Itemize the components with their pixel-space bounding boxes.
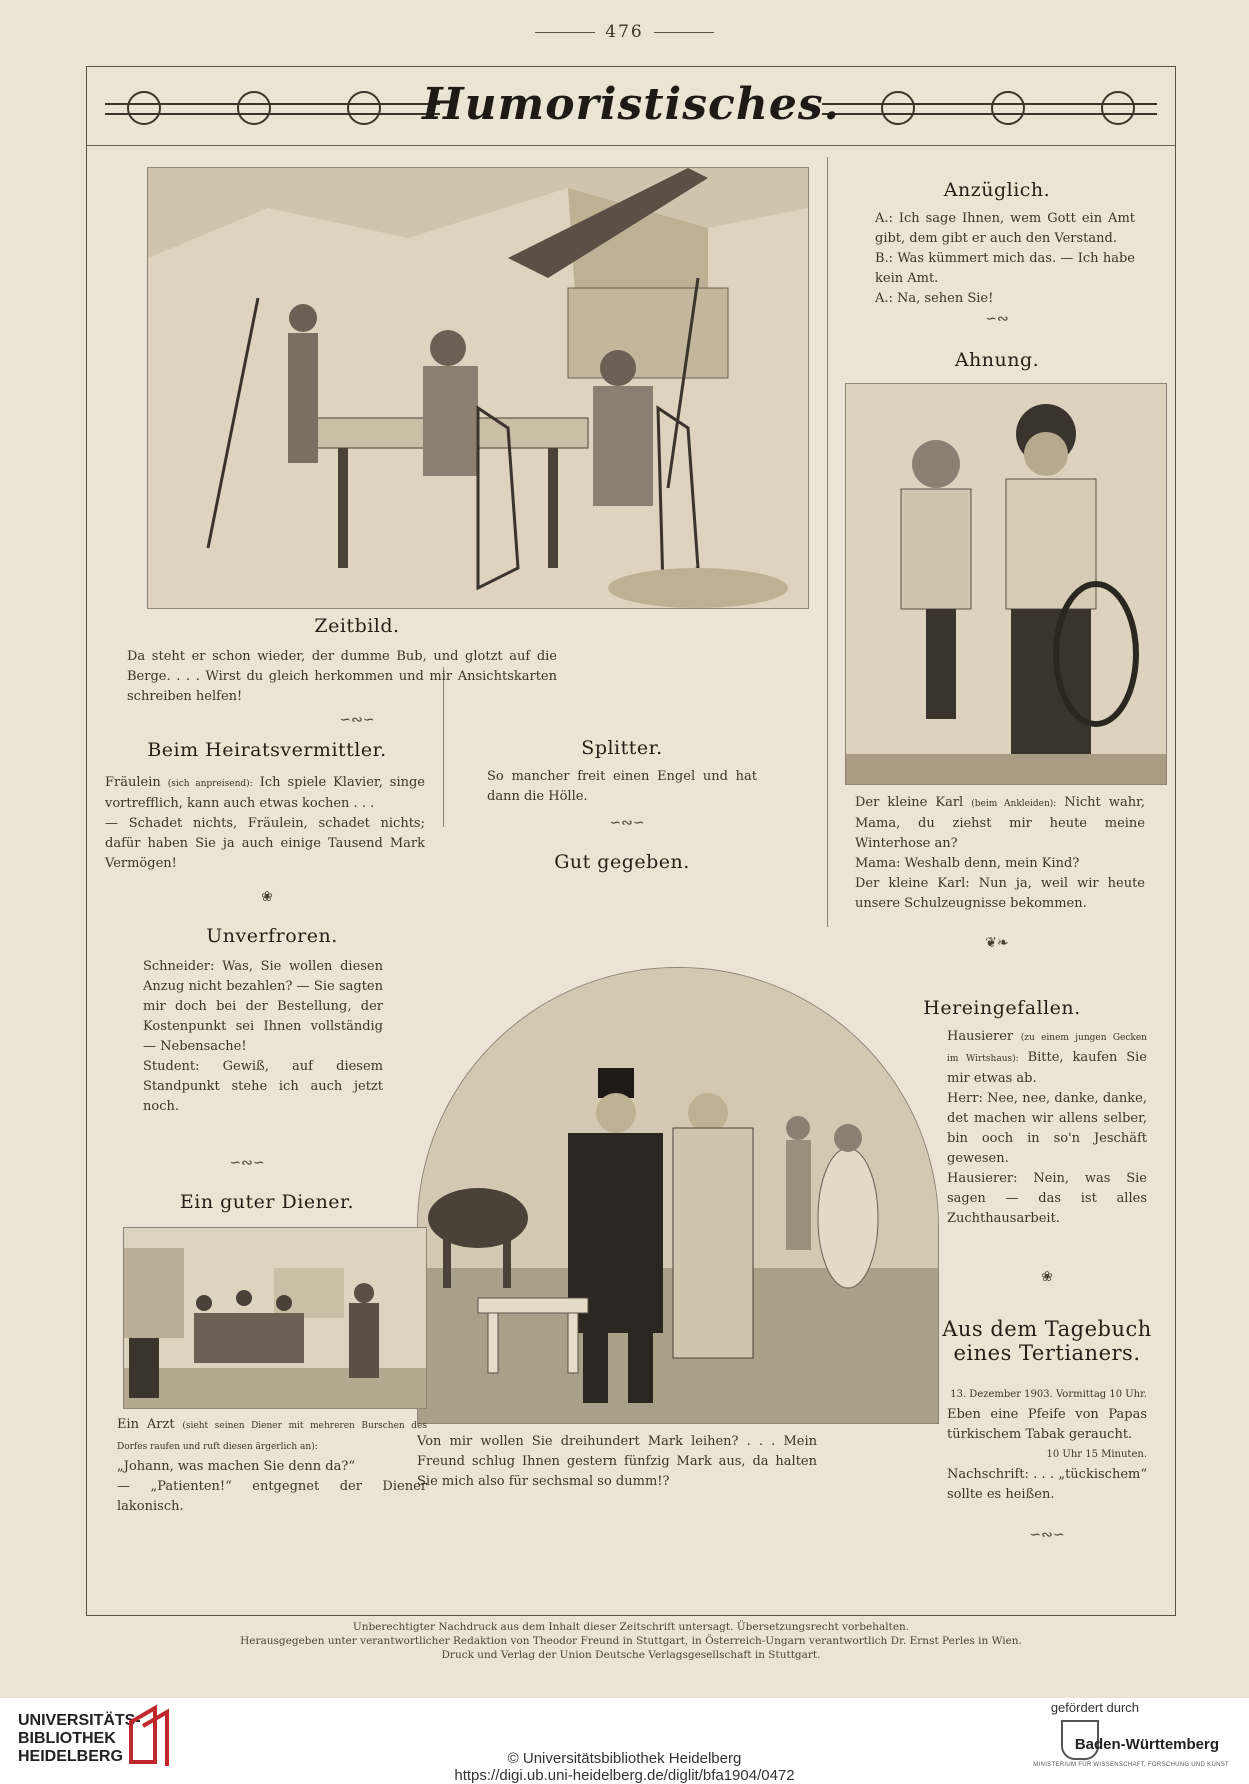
permalink[interactable]: https://digi.ub.uni-heidelberg.de/diglit/bfa1904/0472	[454, 1767, 795, 1784]
ub-heidelberg-logo[interactable]: UNIVERSITÄTS- BIBLIOTHEK HEIDELBERG	[18, 1712, 141, 1765]
splitter-title: Splitter.	[581, 737, 663, 759]
divider-ornament: ∽∾∽	[1029, 1527, 1065, 1543]
zeitbild-text: Da steht er schon wieder, der dumme Bub, und glotzt auf die Berge. . . . Wirst du gleich herkommen und mir Ansichtskarten schreiben helfen!	[127, 649, 557, 704]
tagebuch-title: Aus dem Tagebuch eines Tertianers.	[942, 1317, 1152, 1365]
footer-imprint: Unberechtigter Nachdruck aus dem Inhalt dieser Zeitschrift untersagt. Übersetzungsrecht vorbehalten. Herausgegeben unter verantwortlicher Redaktion von Theodor Freund in Stuttgart, in Österreich-Ungarn verantwortlich Dr. Ernst Perles in Wien. Druck und Verlag der Union Deutsche Verlagsgesellschaft in Stuttgart.	[240, 1621, 1022, 1661]
tagebuch-date: 10 Uhr 15 Minuten.	[1046, 1449, 1147, 1460]
divider-ornament: ❀	[1041, 1269, 1053, 1285]
zeitbild-illustration	[147, 167, 809, 609]
divider-ornament: ∽∾∽	[609, 815, 645, 831]
tagebuch-date: 13. Dezember 1903. Vormittag 10 Uhr.	[950, 1389, 1147, 1400]
baden-wuerttemberg-logo[interactable]: Baden-Württemberg MINISTERIUM FÜR WISSENSCHAFT, FORSCHUNG UND KUNST	[1014, 1718, 1229, 1778]
speaker: Hausierer	[947, 1029, 1014, 1044]
column-rule	[827, 157, 828, 927]
guter-diener-title: Ein guter Diener.	[179, 1191, 355, 1213]
funded-label: gefördert durch	[1050, 1700, 1139, 1715]
anzueglich-line: A.: Na, sehen Sie!	[875, 291, 994, 306]
library-bar	[0, 1698, 1249, 1784]
gut-gegeben-illustration	[417, 967, 939, 1424]
unverfroren-text: Schneider: Was, Sie wollen diesen Anzug nicht bezahlen? — Sie sagten mir doch bei der Bestellung, der Kostenpunkt sei Ihnen vollständig — Nebensache! Student: Gewiß, auf diesem Standpunkt stehe ich auch jetzt noch.	[143, 959, 383, 1114]
ahnung-line: Der kleine Karl (beim Ankleiden): Nicht wahr, Mama, du ziehst mir heute meine Winterhose an?	[855, 795, 1145, 851]
hereingefallen-title: Hereingefallen.	[923, 997, 1081, 1019]
tagebuch-text: 13. Dezember 1903. Vormittag 10 Uhr. Eben eine Pfeife von Papas türkischem Tabak geraucht. 10 Uhr 15 Minuten. Nachschrift: . . . „tückischem“ sollte es heißen.	[947, 1385, 1147, 1505]
page-frame	[86, 66, 1176, 1616]
heiratsvermittler-text: Fräulein (sich anpreisend): Ich spiele Klavier, singe vortrefflich, kann auch etwas kochen . . . — Schadet nichts, Fräulein, schadet nichts; dafür haben Sie ja auch einige Tausend Mark Vermögen!	[105, 775, 426, 871]
ahnung-illustration	[845, 383, 1167, 785]
speaker: Mama:	[855, 856, 901, 871]
gut-gegeben-title: Gut gegeben.	[554, 851, 690, 873]
guter-diener-illustration	[123, 1227, 427, 1409]
ahnung-line: Der kleine Karl: Nun ja, weil wir heute unsere Schulzeugnisse bekommen.	[855, 876, 1146, 911]
page-number: 476	[0, 22, 1249, 42]
hereingefallen-text: Hausierer (zu einem jungen Gecken im Wirtshaus): Bitte, kaufen Sie mir etwas ab. Herr: Nee, nee, danke, danke, det machen wir allens selber, bin ooch in so'n Jeschäft gewesen. Hausierer: Nein, was Sie sagen — das ist alles Zuchthausarbeit.	[947, 1029, 1147, 1226]
speaker: Der kleine Karl	[855, 795, 964, 810]
heiratsvermittler-title: Beim Heiratsvermittler.	[147, 739, 387, 761]
copyright-notice: © Universitätsbibliothek Heidelberg https://digi.ub.uni-heidelberg.de/diglit/bfa1904/0472	[0, 1750, 1249, 1784]
anzueglich-text	[875, 209, 1135, 309]
divider-ornament: ❀	[261, 889, 273, 905]
speaker: Fräulein	[105, 775, 161, 790]
speaker: Herr:	[947, 1091, 983, 1106]
speaker: Der kleine Karl:	[855, 876, 970, 891]
ahnung-line: Mama: Weshalb denn, mein Kind?	[855, 856, 1080, 871]
divider-ornament: ∽∾∽	[229, 1155, 265, 1171]
speaker: Schneider:	[143, 959, 215, 974]
zeitbild-title: Zeitbild.	[314, 615, 400, 637]
ahnung-title: Ahnung.	[954, 349, 1040, 371]
splitter-text: So mancher freit einen Engel und hat dann die Hölle.	[487, 769, 757, 804]
divider-ornament: ❦❧	[985, 935, 1009, 951]
stage-note: (sieht seinen Diener mit mehreren Burschen des Dorfes raufen und ruft diesen ärgerlich an):	[117, 1421, 427, 1452]
speaker: Hausierer:	[947, 1171, 1018, 1186]
gut-gegeben-caption: Von mir wollen Sie dreihundert Mark leihen? . . . Mein Freund schlug Ihnen gestern fünfzig Mark aus, da halten Sie mich also für sechsmal so dumm!?	[417, 1434, 817, 1489]
divider-ornament: ∽∾∽	[339, 712, 375, 728]
anzueglich-line: A.: Ich sage Ihnen, wem Gott ein Amt gibt, dem gibt er auch den Verstand.	[875, 211, 1135, 246]
speaker: Ein Arzt	[117, 1417, 175, 1432]
header-banner	[87, 67, 1175, 146]
guter-diener-text: Ein Arzt (sieht seinen Diener mit mehreren Burschen des Dorfes raufen und ruft diesen ärgerlich an): „Johann, was machen Sie denn da?“ — „Patienten!“ entgegnet der Diener lakonisch.	[117, 1417, 427, 1514]
page-title: Humoristisches.	[422, 79, 840, 130]
speaker: Student:	[143, 1059, 200, 1074]
anzueglich-line: B.: Was kümmert mich das. — Ich habe kein Amt.	[875, 251, 1135, 286]
stage-note: (zu einem jungen Gecken im Wirtshaus):	[947, 1033, 1147, 1064]
unverfroren-title: Unverfroren.	[206, 925, 338, 947]
ahnung-text	[855, 793, 1145, 914]
anzueglich-title: Anzüglich.	[943, 179, 1051, 201]
stage-note: (sich anpreisend):	[167, 779, 253, 789]
divider-ornament: ∽∾	[985, 311, 1009, 327]
stage-note: (beim Ankleiden):	[971, 799, 1057, 809]
